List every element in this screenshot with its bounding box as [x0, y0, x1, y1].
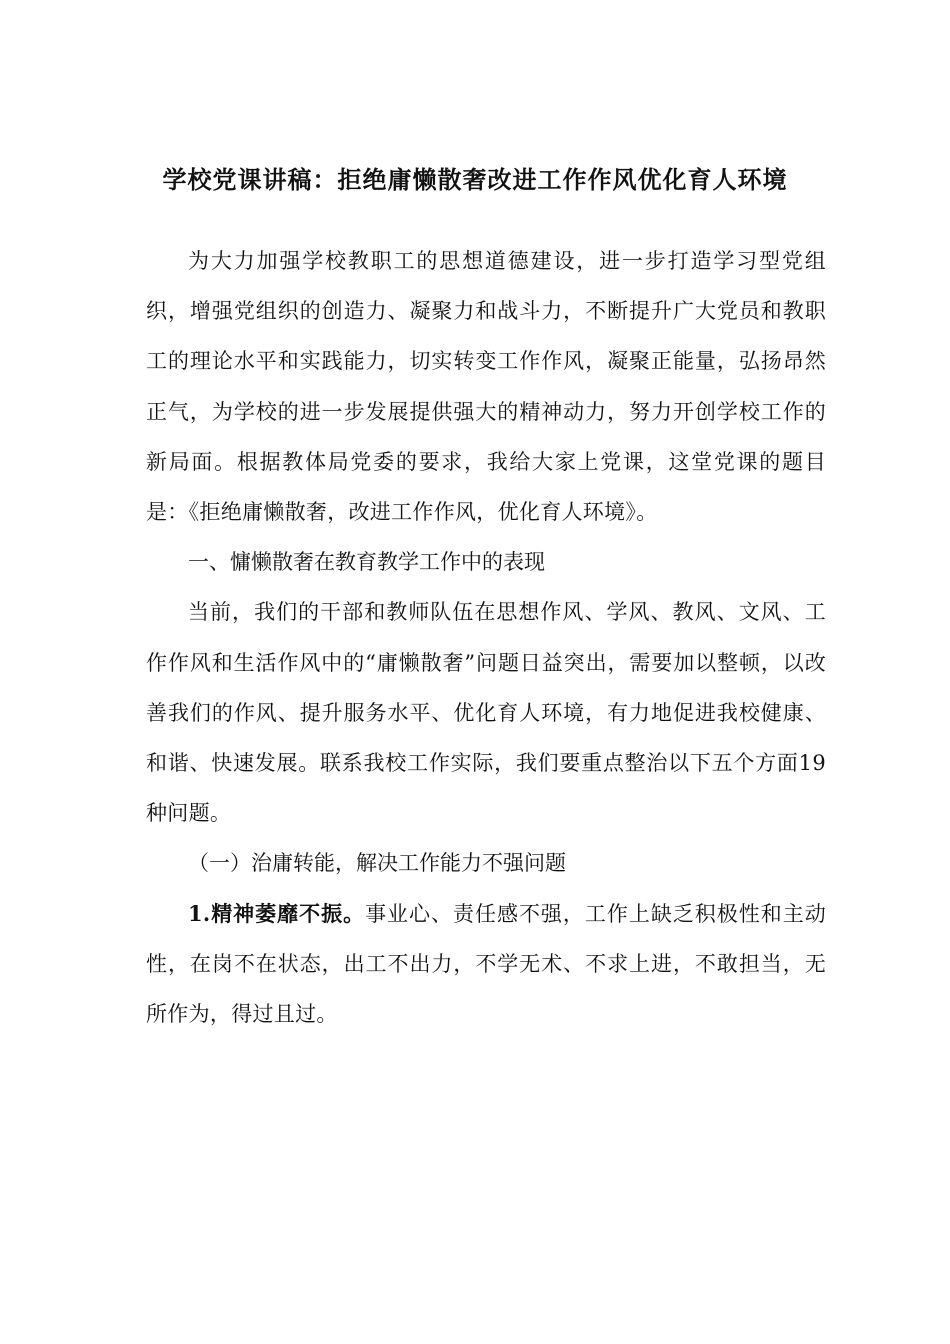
item-1-paragraph — [146, 889, 826, 1040]
item-1-text: 事业心、责任感不强，工作上缺乏积极性和主动性，在岗不在状态，出工不出力，不学无术、不求上进，不敢担当，无所作为，得过且过。 — [146, 901, 826, 1027]
subsection-heading-1: （一）治庸转能，解决工作能力不强问题 — [188, 851, 566, 876]
section-heading-1: 一、慵懒散奢在教育教学工作中的表现 — [188, 550, 545, 575]
document-body — [146, 236, 826, 1039]
item-1-lead: 1.精神萎靡不振。 — [188, 900, 366, 926]
intro-paragraph: 为大力加强学校教职工的思想道德建设，进一步打造学习型党组织，增强党组织的创造力、凝聚力和战斗力，不断提升广大党员和教职工的理论水平和实践能力，切实转变工作作风，凝聚正能量，弘扬昂然正气，为学校的进一步发展提供强大的精神动力，努力开创学校工作的新局面。根据教体局党委的要求，我给大家上党课，这堂党课的题目是：《拒绝庸懒散奢，改进工作作风，优化育人环境》。 — [146, 249, 826, 525]
document-title: 学校党课讲稿：拒绝庸懒散奢改进工作作风优化育人环境 — [162, 165, 788, 194]
section-1-paragraph: 当前，我们的干部和教师队伍在思想作风、学风、教风、文风、工作作风和生活作风中的“庸懒散奢”问题日益突出，需要加以整顿，以改善我们的作风、提升服务水平、优化育人环境，有力地促进我校健康、和谐、快速发展。联系我校工作实际，我们要重点整治以下五个方面19种问题。 — [146, 600, 826, 826]
